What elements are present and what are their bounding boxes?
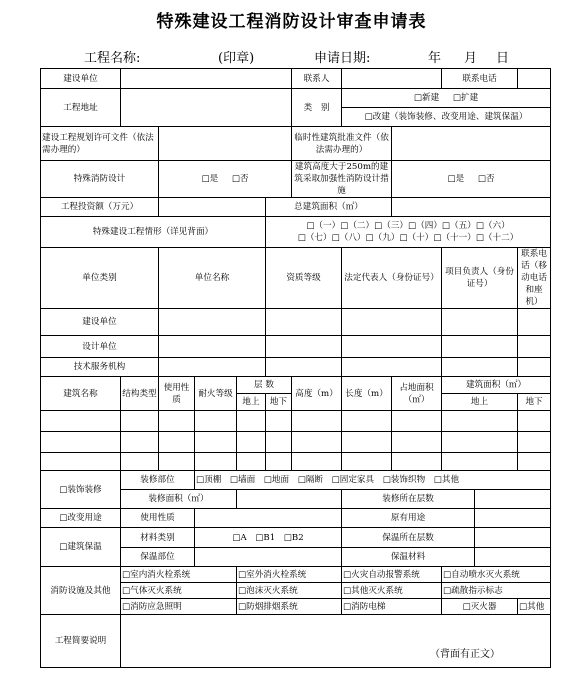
- decoration-floor-label: 装修所在层数: [342, 490, 475, 509]
- unit-design-name[interactable]: [159, 336, 266, 358]
- decoration-part-label: 装修部位: [121, 471, 195, 490]
- fire-rating-header: 耐火等级: [195, 377, 237, 411]
- year-label: 年: [428, 51, 442, 66]
- seal-label: (印章): [218, 51, 255, 66]
- change-use-usage-value[interactable]: [195, 509, 342, 528]
- unit-build-qual[interactable]: [266, 309, 342, 336]
- application-form: [40, 68, 551, 668]
- facility-extinguisher[interactable]: □灭火器: [442, 599, 518, 615]
- insulation-floor-label: 保温所在层数: [342, 528, 475, 548]
- unit-design-legal[interactable]: [342, 336, 442, 358]
- facility-sprinkler[interactable]: □自动喷水灭火系统: [442, 567, 551, 583]
- unit-build-lead[interactable]: [442, 309, 518, 336]
- temp-approval-label: 临时性建筑批准文件（依法需办理的）: [292, 127, 392, 161]
- project-name-label: 工程名称:: [84, 51, 141, 66]
- contact-phone-label: 联系电话: [442, 69, 518, 89]
- month-label: 月: [464, 51, 478, 66]
- situation-options[interactable]: [266, 217, 551, 248]
- special-design-options[interactable]: [159, 161, 292, 198]
- legal-rep-header: 法定代表人（身份证号）: [342, 248, 442, 309]
- building-name-header: 建筑名称: [41, 377, 121, 411]
- height-measure-label: 建筑高度大于250m的建筑采取加强性消防设计措施: [292, 161, 392, 198]
- change-use-usage-label: 使用性质: [121, 509, 195, 528]
- project-lead-header: 项目负责人（身份证号）: [442, 248, 518, 309]
- facility-outdoor-hydrant[interactable]: □室外消火栓系统: [237, 567, 342, 583]
- unit-tech-lead[interactable]: [442, 358, 518, 377]
- qualification-header: 资质等级: [266, 248, 342, 309]
- unit-design-lead[interactable]: [442, 336, 518, 358]
- facility-fire-alarm[interactable]: □火灾自动报警系统: [342, 567, 442, 583]
- floors-below-header: 地下: [266, 394, 292, 411]
- height-measure-options[interactable]: [392, 161, 551, 198]
- apply-date-label: 申请日期:: [314, 51, 371, 66]
- special-design-label: 特殊消防设计: [41, 161, 159, 198]
- area-above-header: 地上: [442, 394, 518, 411]
- plan-permit-value[interactable]: [159, 127, 292, 161]
- facility-indoor-hydrant[interactable]: □室内消火栓系统: [121, 567, 237, 583]
- unit-tech-name[interactable]: [159, 358, 266, 377]
- unit-type-header: 单位类别: [41, 248, 159, 309]
- insulation-floor-value[interactable]: [475, 528, 551, 548]
- building-row: [41, 432, 551, 453]
- unit-row-design: 设计单位: [41, 336, 159, 358]
- situation-label: 特殊建设工程情形（详见背面）: [41, 217, 266, 248]
- unit-design-phone[interactable]: [518, 336, 551, 358]
- contact-value[interactable]: [342, 69, 442, 89]
- change-use-original-label: 原有用途: [342, 509, 475, 528]
- building-row: [41, 453, 551, 471]
- decoration-checkbox[interactable]: □装饰装修: [41, 471, 121, 509]
- situation-options-line2[interactable]: □（七）□（八）□（九）□（十）□（十一）□（十二）: [297, 233, 519, 243]
- usage-header: 使用性质: [159, 377, 195, 411]
- build-unit-value[interactable]: [121, 69, 292, 89]
- unit-tech-legal[interactable]: [342, 358, 442, 377]
- category-new-checkbox[interactable]: □新建: [413, 93, 440, 103]
- unit-design-qual[interactable]: [266, 336, 342, 358]
- floors-above-header: 地上: [237, 394, 266, 411]
- special-design-no[interactable]: □否: [231, 174, 249, 184]
- facility-emergency-light[interactable]: □消防应急照明: [121, 599, 237, 615]
- height-measure-no[interactable]: □否: [477, 174, 495, 184]
- unit-row-tech: 技术服务机构: [41, 358, 159, 377]
- facility-other-extinguish[interactable]: □其他灭火系统: [342, 583, 442, 599]
- insulation-checkbox[interactable]: □建筑保温: [41, 528, 121, 567]
- unit-tech-phone[interactable]: [518, 358, 551, 377]
- insulation-material-label: 保温材料: [342, 548, 475, 567]
- category-alter-checkbox[interactable]: □改建（装饰装修、改变用途、建筑保温）: [342, 108, 551, 127]
- back-side-note: （背面有正文）: [430, 649, 500, 660]
- insulation-part-value[interactable]: [195, 548, 342, 567]
- address-value[interactable]: [121, 89, 292, 127]
- decoration-area-value[interactable]: [237, 490, 342, 509]
- facility-other[interactable]: □其他: [518, 599, 551, 615]
- unit-build-name[interactable]: [159, 309, 266, 336]
- contact-label: 联系人: [292, 69, 342, 89]
- decoration-part-options[interactable]: □顶棚 □墙面 □地面 □隔断 □固定家具 □装饰织物 □其他: [195, 471, 551, 490]
- decoration-floor-value[interactable]: [475, 490, 551, 509]
- change-use-checkbox[interactable]: □改变用途: [41, 509, 121, 528]
- building-row: [41, 411, 551, 432]
- facilities-label: 消防设施及其他: [41, 567, 121, 615]
- unit-tech-qual[interactable]: [266, 358, 342, 377]
- special-design-yes[interactable]: □是: [201, 174, 219, 184]
- height-header: 高度（m）: [292, 377, 342, 411]
- insulation-part-label: 保温部位: [121, 548, 195, 567]
- investment-label: 工程投资额（万元）: [41, 198, 159, 217]
- facility-smoke-control[interactable]: □防烟排烟系统: [237, 599, 342, 615]
- plan-permit-label: 建设工程规划许可文件（依法需办理的）: [41, 127, 159, 161]
- unit-build-phone[interactable]: [518, 309, 551, 336]
- length-header: 长度（m）: [342, 377, 392, 411]
- total-area-label: 总建筑面积（㎡）: [266, 198, 392, 217]
- day-label: 日: [496, 51, 510, 66]
- area-below-header: 地下: [518, 394, 551, 411]
- footprint-header: 占地面积（㎡）: [392, 377, 442, 411]
- height-measure-yes[interactable]: □是: [447, 174, 465, 184]
- structure-header: 结构类型: [121, 377, 159, 411]
- situation-options-line1[interactable]: □（一）□（二）□（三）□（四）□（五）□（六）: [306, 221, 510, 231]
- unit-phone-header: 联系电话（移动电话和座机）: [518, 248, 551, 309]
- contact-phone-value[interactable]: [518, 69, 551, 89]
- category-options-top[interactable]: [342, 89, 551, 108]
- unit-name-header: 单位名称: [159, 248, 266, 309]
- insulation-type-label: 材料类别: [121, 528, 195, 548]
- category-label: 类 别: [292, 89, 342, 127]
- facility-foam[interactable]: □泡沫灭火系统: [237, 583, 342, 599]
- category-extend-checkbox[interactable]: □扩建: [452, 93, 479, 103]
- facility-fire-elevator[interactable]: □消防电梯: [342, 599, 442, 615]
- total-area-value[interactable]: [392, 198, 551, 217]
- facility-gas[interactable]: □气体灭火系统: [121, 583, 237, 599]
- facility-evacuation-sign[interactable]: □疏散指示标志: [442, 583, 551, 599]
- address-label: 工程地址: [41, 89, 121, 127]
- floors-header: 层 数: [237, 377, 292, 394]
- temp-approval-value[interactable]: [392, 127, 551, 161]
- insulation-material-value[interactable]: [475, 548, 551, 567]
- brief-label: 工程简要说明: [41, 615, 121, 668]
- investment-value[interactable]: [159, 198, 266, 217]
- unit-row-build: 建设单位: [41, 309, 159, 336]
- change-use-original-value[interactable]: [475, 509, 551, 528]
- insulation-type-options[interactable]: □A □B1 □B2: [195, 528, 342, 548]
- unit-build-legal[interactable]: [342, 309, 442, 336]
- floor-area-header: 建筑面积（㎡）: [442, 377, 551, 394]
- build-unit-label: 建设单位: [41, 69, 121, 89]
- page-title: 特殊建设工程消防设计审查申请表: [156, 12, 427, 32]
- decoration-area-label: 装修面积（㎡）: [121, 490, 237, 509]
